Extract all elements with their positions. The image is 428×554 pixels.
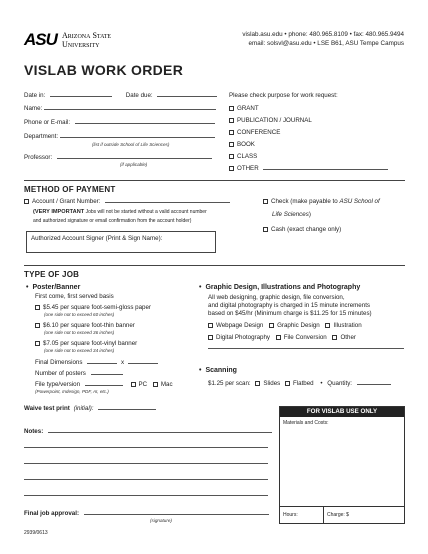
option-webpage-design[interactable]: Webpage Design xyxy=(208,322,263,329)
important-rest: Jobs will not be started without a valid account number xyxy=(85,209,207,215)
purpose-item-grant[interactable]: GRANT xyxy=(229,103,388,115)
form-code: 2939/0613 xyxy=(24,530,48,536)
graphic-desc-3: based on $45/hr (Minimum charge is $11.25 for 15 minutes) xyxy=(208,310,372,317)
purpose-item-class[interactable]: CLASS xyxy=(229,151,388,163)
divider xyxy=(24,265,405,266)
contact-block xyxy=(242,30,404,48)
graphic-desc-2: and digital photography is charged in 15 minute increments xyxy=(208,302,371,309)
notes-row: Notes: xyxy=(24,428,272,435)
notes-line[interactable] xyxy=(24,495,268,496)
check-option-line2: Life Sciences) xyxy=(272,211,311,218)
contact-line-2: email: solsvl@asu.edu • LSE B61, ASU Tempe Campus xyxy=(248,40,404,47)
notes-field[interactable] xyxy=(48,432,272,433)
name-label: Name: xyxy=(24,105,43,112)
approval-field[interactable] xyxy=(84,514,269,515)
dimension-width-field[interactable] xyxy=(87,363,117,364)
waive-row: Waive test print (initial): xyxy=(24,405,156,412)
option-illustration[interactable]: Illustration xyxy=(325,322,361,329)
name-row xyxy=(24,105,216,112)
phone-email-label: Phone or E-mail: xyxy=(24,119,71,126)
checkbox[interactable] xyxy=(131,382,136,387)
charge-cell[interactable]: Charge: $ xyxy=(327,512,349,518)
purpose-other-field[interactable] xyxy=(263,169,388,170)
purpose-heading: Please check purpose for work request: xyxy=(229,92,338,99)
important-bold: (VERY IMPORTANT xyxy=(33,209,85,215)
signer-box[interactable] xyxy=(26,231,216,253)
notes-line[interactable] xyxy=(24,479,268,480)
important-note xyxy=(33,209,207,215)
filetype-note: (Powerpoint, Indesign, PDF, AI, etc.) xyxy=(35,389,109,394)
materials-label: Materials and Costs: xyxy=(283,420,329,426)
option-graphic-design[interactable]: Graphic Design xyxy=(269,322,320,329)
poster-option-2[interactable]: $6.10 per square foot-thin banner xyxy=(35,322,135,329)
checkbox[interactable] xyxy=(229,142,234,147)
option-flatbed[interactable]: Flatbed xyxy=(285,380,314,387)
option-digital-photography[interactable]: Digital Photography xyxy=(208,334,270,341)
checkbox[interactable] xyxy=(332,335,337,340)
checkbox[interactable] xyxy=(35,341,40,346)
graphic-title: • Graphic Design, Illustrations and Photography xyxy=(199,284,360,291)
checkbox[interactable] xyxy=(229,130,234,135)
checkbox[interactable] xyxy=(153,382,158,387)
hours-cell[interactable]: Hours: xyxy=(280,507,324,523)
filetype-field[interactable] xyxy=(85,385,123,386)
department-note: (list if outside School of Life Sciences) xyxy=(92,142,170,147)
professor-field[interactable] xyxy=(57,158,212,159)
phone-email-row xyxy=(24,119,215,126)
account-row xyxy=(24,198,230,205)
date-in-row xyxy=(24,92,217,99)
asu-logo-line1: Arizona State xyxy=(62,31,112,40)
dimension-height-field[interactable] xyxy=(128,363,158,364)
name-field[interactable] xyxy=(44,109,216,110)
professor-label: Professor: xyxy=(24,154,53,161)
poster-sub: First come, first served basis xyxy=(35,293,114,300)
asu-logo-mark: ASU xyxy=(24,30,57,49)
cash-option[interactable]: Cash (exact change only) xyxy=(263,226,341,233)
checkbox[interactable] xyxy=(276,335,281,340)
graphic-options-row-1 xyxy=(208,322,362,329)
poster-title: • Poster/Banner xyxy=(26,284,80,291)
date-in-field[interactable] xyxy=(50,96,112,97)
vislab-use-heading: FOR VISLAB USE ONLY xyxy=(280,407,404,417)
important-note-line2: and authorized signature or email confirmation from the account holder) xyxy=(33,218,192,224)
filetype-row: File type/version PC Mac xyxy=(35,381,173,388)
option-slides[interactable]: Slides xyxy=(255,380,280,387)
phone-email-field[interactable] xyxy=(75,123,215,124)
checkbox[interactable] xyxy=(35,323,40,328)
professor-note: (if applicable) xyxy=(120,162,148,167)
poster-option-3-note: (one side not to exceed 34 inches) xyxy=(44,348,115,353)
checkbox[interactable] xyxy=(263,227,268,232)
checkbox[interactable] xyxy=(229,118,234,123)
signature-note: (signature) xyxy=(150,518,172,523)
payment-heading: METHOD OF PAYMENT xyxy=(24,185,116,194)
approval-row: Final job approval: xyxy=(24,510,269,517)
dimensions-row: Final Dimensions x xyxy=(35,359,158,366)
account-label: Account / Grant Number: xyxy=(32,198,101,205)
job-heading: TYPE OF JOB xyxy=(24,270,80,279)
checkbox[interactable] xyxy=(255,381,260,386)
number-posters-row: Number of posters xyxy=(35,370,123,377)
option-other[interactable]: Other xyxy=(332,334,355,341)
poster-option-2-note: (one side not to exceed 36 inches) xyxy=(44,330,115,335)
checkbox[interactable] xyxy=(24,199,29,204)
quantity-bullet: • xyxy=(320,380,323,387)
department-field[interactable] xyxy=(60,137,215,138)
number-posters-field[interactable] xyxy=(91,374,123,375)
contact-line-1: vislab.asu.edu • phone: 480.965.8109 • fax: 480.965.9494 xyxy=(242,31,404,38)
purpose-item-conference[interactable]: CONFERENCE xyxy=(229,127,388,139)
signer-label: Authorized Account Signer (Print & Sign Name): xyxy=(31,235,163,242)
waive-field[interactable] xyxy=(98,409,156,410)
asu-logo xyxy=(24,30,144,50)
purpose-item-other[interactable]: OTHER xyxy=(229,163,388,175)
department-row xyxy=(24,133,215,140)
checkbox[interactable] xyxy=(229,106,234,111)
checkbox[interactable] xyxy=(325,323,330,328)
vislab-use-box xyxy=(279,406,405,524)
graphic-desc-1: All web designing, graphic design, file conversion, xyxy=(208,294,345,301)
checkbox[interactable] xyxy=(269,323,274,328)
date-in-label: Date in: xyxy=(24,92,46,99)
purpose-item-book[interactable]: BOOK xyxy=(229,139,388,151)
checkbox[interactable] xyxy=(229,166,234,171)
checkbox[interactable] xyxy=(208,323,213,328)
purpose-item-publication[interactable]: PUBLICATION / JOURNAL xyxy=(229,115,388,127)
scanning-title: • Scanning xyxy=(199,367,237,374)
department-label: Department: xyxy=(24,133,59,140)
poster-option-1-note: (one side not to exceed 60 inches) xyxy=(44,312,115,317)
quantity-field[interactable] xyxy=(357,384,391,385)
vislab-bottom-row xyxy=(280,506,404,523)
checkbox[interactable] xyxy=(263,199,268,204)
checkbox[interactable] xyxy=(35,305,40,310)
poster-option-3[interactable]: $7.05 per square foot-vinyl banner xyxy=(35,340,137,347)
notes-line[interactable] xyxy=(24,447,268,448)
graphic-other-field[interactable] xyxy=(208,348,404,349)
checkbox[interactable] xyxy=(208,335,213,340)
check-option[interactable]: Check (make payable to ASU School of xyxy=(263,198,380,205)
option-file-conversion[interactable]: File Conversion xyxy=(276,334,327,341)
notes-line[interactable] xyxy=(24,463,268,464)
date-due-field[interactable] xyxy=(157,96,217,97)
graphic-options-row-2 xyxy=(208,334,356,341)
date-due-label: Date due: xyxy=(125,92,153,99)
page-title: VISLAB WORK ORDER xyxy=(24,62,184,78)
divider xyxy=(24,180,405,181)
checkbox[interactable] xyxy=(229,154,234,159)
professor-row xyxy=(24,154,212,161)
scanning-row: $1.25 per scan: Slides Flatbed • Quantity: xyxy=(208,380,391,387)
asu-logo-line2: University xyxy=(62,40,100,49)
checkbox[interactable] xyxy=(285,381,290,386)
poster-option-1[interactable]: $5.45 per square foot-semi-gloss paper xyxy=(35,304,151,311)
account-field[interactable] xyxy=(105,202,230,203)
purpose-list xyxy=(229,103,388,175)
